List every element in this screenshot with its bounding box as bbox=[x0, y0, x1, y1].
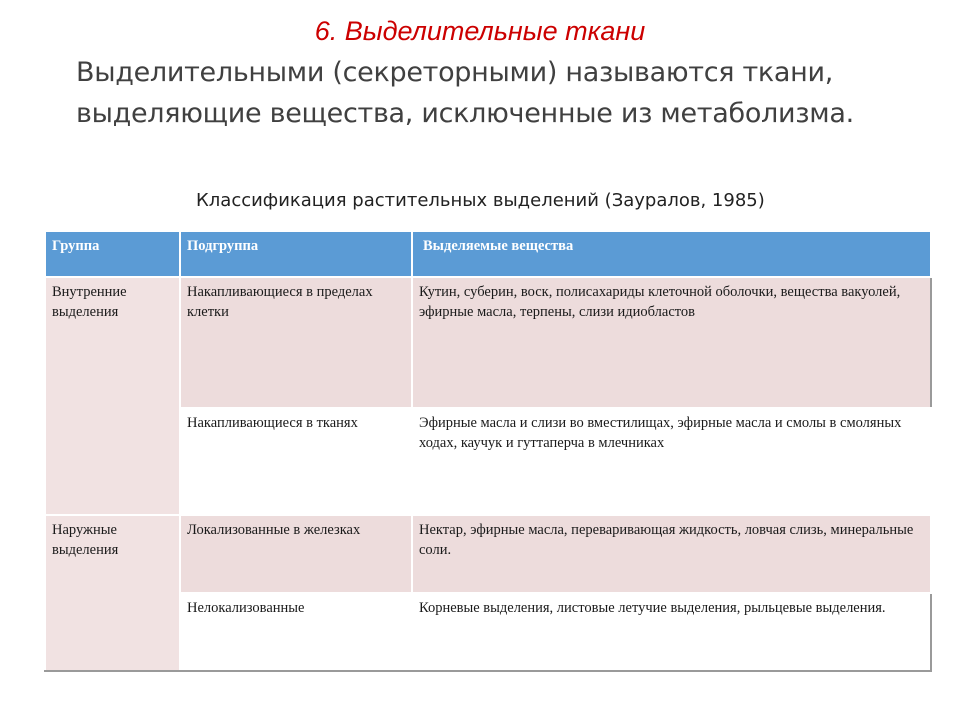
subgroup-cell: Нелокализованные bbox=[180, 593, 412, 671]
group-cell-external: Наружные выделения bbox=[45, 515, 180, 671]
intro-paragraph: Выделительными (секреторными) называются ткани, выделяющие вещества, исключенные из метаболизма. bbox=[76, 57, 854, 129]
substances-cell: Корневые выделения, листовые летучие выделения, рыльцевые выделения. bbox=[412, 593, 931, 671]
header-substances: Выделяемые вещества bbox=[412, 231, 931, 277]
table-row bbox=[45, 515, 931, 593]
table-caption: Классификация растительных выделений (Зауралов, 1985) bbox=[196, 190, 765, 211]
table-header-row bbox=[45, 231, 931, 277]
substances-cell: Кутин, суберин, воск, полисахариды клеточной оболочки, вещества вакуолей, эфирные масла, терпены, слизи идиобластов bbox=[412, 277, 931, 408]
header-group: Группа bbox=[45, 231, 180, 277]
group-cell-internal: Внутренние выделения bbox=[45, 277, 180, 515]
subgroup-cell: Локализованные в железках bbox=[180, 515, 412, 593]
slide-title: 6. Выделительные ткани bbox=[314, 16, 646, 46]
substances-cell: Нектар, эфирные масла, переваривающая жидкость, ловчая слизь, минеральные соли. bbox=[412, 515, 931, 593]
substances-cell: Эфирные масла и слизи во вместилищах, эфирные масла и смолы в смоляных ходах, каучук и гуттаперча в млечниках bbox=[412, 408, 931, 515]
subgroup-cell: Накапливающиеся в тканях bbox=[180, 408, 412, 515]
table-row bbox=[45, 277, 931, 408]
subgroup-cell: Накапливающиеся в пределах клетки bbox=[180, 277, 412, 408]
header-subgroup: Подгруппа bbox=[180, 231, 412, 277]
classification-table bbox=[44, 230, 932, 672]
